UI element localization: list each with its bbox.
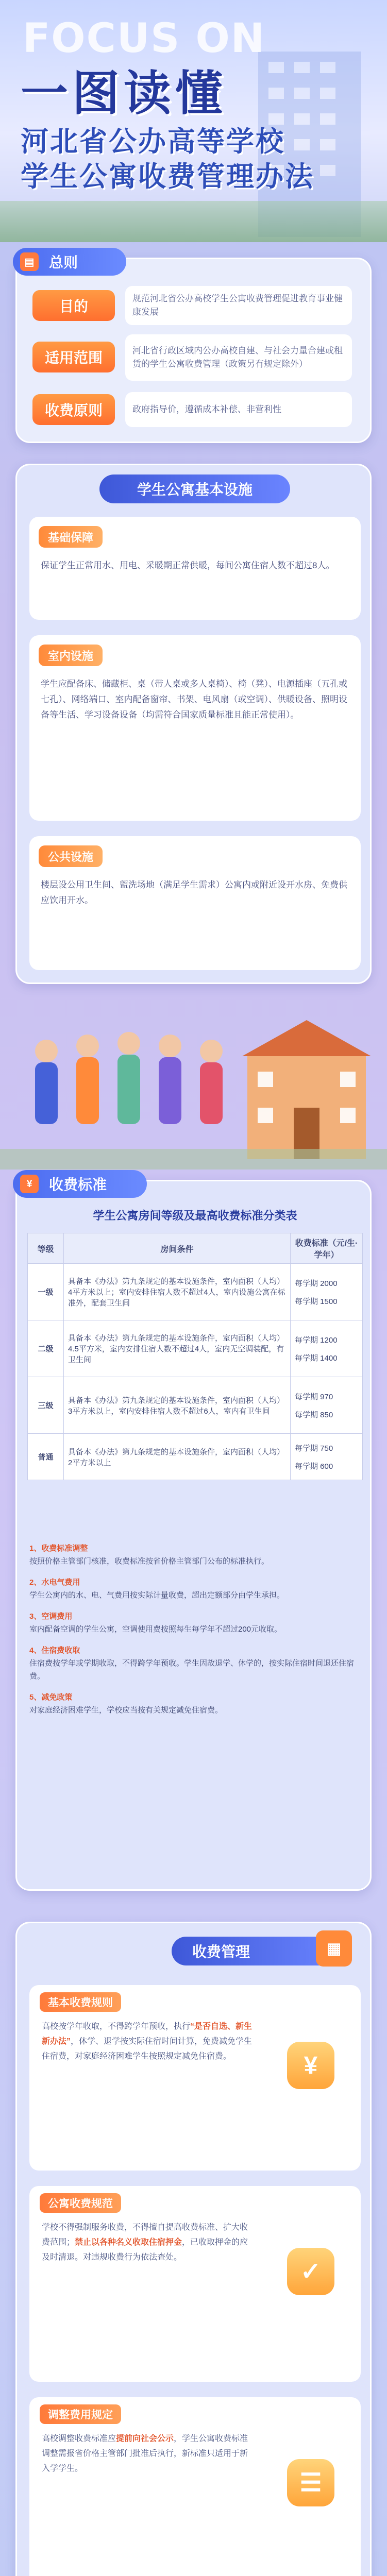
fee-cond: 具备本《办法》第九条规定的基本设施条件，室内面积（人均）2平方米以上	[64, 1434, 291, 1480]
fee-price: 每学期 750	[295, 1444, 333, 1453]
fee-notes	[29, 1542, 361, 1725]
facility-item-public	[29, 836, 361, 970]
fee-header-price: 收费标准（元/生·学年）	[291, 1233, 363, 1264]
fee-grade: 一级	[28, 1264, 64, 1320]
mgmt-text-highlight: 禁止以各种名义收取住宿押金	[75, 2238, 182, 2247]
row-label-principle: 收费原则	[32, 394, 115, 425]
facility-tag-public: 公共设施	[39, 845, 103, 867]
fee-price: 每学期 1200	[295, 1335, 338, 1345]
row-text-principle: 政府指导价，遵循成本补偿、非营利性	[125, 392, 352, 427]
note-heading: 1、收费标准调整	[29, 1544, 88, 1553]
fee-price: 每学期 600	[295, 1462, 333, 1471]
fee-price: 每学期 1400	[295, 1353, 338, 1363]
fee-price: 每学期 2000	[295, 1279, 338, 1288]
row-label-scope: 适用范围	[32, 342, 115, 372]
fee-price: 每学期 1500	[295, 1297, 338, 1306]
row-text-scope: 河北省行政区域内公办高校自建、与社会力量合建或租赁的学生公寓收费管理（政策另有规定除外）	[125, 334, 352, 381]
mgmt-text-pre: 学校不得强制服务收费，不得擅自提高收费标准、扩大收费范围；	[42, 2223, 248, 2247]
note-text: 按照价格主管部门核准，收费标准按省价格主管部门公布的标准执行。	[29, 1557, 270, 1566]
fees-heading-text: 收费标准	[49, 1177, 107, 1193]
fee-grade: 二级	[28, 1320, 64, 1377]
mgmt-text-pre: 高校按学年收取，不得跨学年预收，执行	[42, 2022, 191, 2031]
table-row	[28, 1264, 363, 1320]
facility-text-public: 楼层设公用卫生间、盥洗场地（满足学生需求）公寓内或附近设开水房、免费供应饮用开水。	[41, 880, 347, 905]
facility-tag-basic: 基础保障	[39, 526, 103, 548]
mgmt-text-post: ，学生公寓收费标准调整需报省价格主管部门批准后执行，新标准只适用于新入学学生。	[42, 2434, 248, 2473]
list-icon: ☰	[287, 2459, 334, 2506]
facility-item-basic	[29, 517, 361, 620]
row-label-purpose: 目的	[32, 290, 115, 321]
management-item-basic	[29, 1985, 361, 2171]
management-tag: 调整费用规定	[40, 2404, 121, 2424]
note-heading: 3、空调费用	[29, 1612, 73, 1621]
general-heading	[13, 248, 126, 276]
facilities-card	[15, 464, 372, 984]
check-icon: ✓	[287, 2248, 334, 2295]
management-item-norms	[29, 2186, 361, 2382]
fee-cond: 具备本《办法》第九条规定的基本设施条件，室内面积（人均）4.5平方米，室内安排住宿人数不超过4人，室内无空调装配，有卫生间	[64, 1320, 291, 1377]
note-text: 住宿费按学年或学期收取，不得跨学年预收。学生因故退学、休学的，按实际住宿时间退还住宿费。	[29, 1659, 355, 1681]
fee-price: 每学期 850	[295, 1410, 333, 1419]
table-row	[28, 1320, 363, 1377]
general-heading-text: 总则	[49, 255, 78, 270]
management-heading-text: 收费管理	[192, 1944, 250, 1960]
hero-subtitle-1: 河北省公办高等学校	[21, 126, 285, 157]
general-card	[15, 255, 372, 443]
fee-table	[27, 1233, 363, 1480]
mgmt-text-highlight: 提前向社会公示	[116, 2434, 174, 2443]
hero-subtitle-2: 学生公寓收费管理办法	[21, 161, 314, 192]
fee-cond: 具备本《办法》第九条规定的基本设施条件，室内面积（人均）3平方米以上，室内安排住宿人数不超过6人，室内有卫生间	[64, 1377, 291, 1434]
fee-price: 每学期 970	[295, 1392, 333, 1401]
table-row	[28, 1434, 363, 1480]
table-row	[28, 1377, 363, 1434]
management-card	[15, 1922, 372, 2576]
mgmt-text-post: ，休学、退学按实际住宿时间计算，免费减免学生住宿费，对家庭经济困难学生按照规定减免住宿费。	[42, 2037, 253, 2061]
mgmt-text-pre: 高校调整收费标准应	[42, 2434, 116, 2443]
note-text: 室内配备空调的学生公寓，空调使用费按照每生每学年不超过200元收取。	[29, 1625, 282, 1634]
management-item-adjust	[29, 2397, 361, 2576]
fee-table-title: 学生公寓房间等级及最高收费标准分类表	[93, 1209, 297, 1222]
facility-item-room	[29, 635, 361, 821]
note-heading: 4、住宿费收取	[29, 1646, 80, 1655]
calendar-icon: ▦	[316, 1930, 352, 1967]
document-icon: ▤	[20, 252, 39, 271]
hero-banner	[0, 0, 387, 242]
yuan-icon: ¥	[287, 2042, 334, 2089]
management-tag: 基本收费规则	[40, 1992, 121, 2012]
students-illustration	[0, 994, 387, 1170]
fee-header-grade: 等级	[28, 1233, 64, 1264]
fees-heading	[13, 1170, 147, 1198]
note-text: 对家庭经济困难学生，学校应当按有关规定减免住宿费。	[29, 1706, 223, 1715]
hero-ground	[0, 201, 387, 242]
management-tag: 公寓收费规范	[40, 2193, 121, 2213]
mgmt-text-highlight: “是否自选、新生新办法”	[42, 2022, 253, 2046]
hero-title: 一图读懂	[21, 67, 227, 120]
fee-header-cond: 房间条件	[64, 1233, 291, 1264]
mgmt-text-post: ，已收取押金的应及时清退。对违规收费行为依法查处。	[42, 2238, 248, 2262]
fee-cond: 具备本《办法》第九条规定的基本设施条件，室内面积（人均）4平方米以上；室内安排住宿人数不超过4人，室内设施公寓在标准外，配套卫生间	[64, 1264, 291, 1320]
note-text: 学生公寓内的水、电、气费用按实际计量收费，超出定额部分由学生承担。	[29, 1591, 285, 1600]
money-icon: ¥	[20, 1175, 39, 1193]
facility-text-basic: 保证学生正常用水、用电、采暖期正常供暖，每间公寓住宿人数不超过8人。	[41, 561, 335, 570]
fee-grade: 三级	[28, 1377, 64, 1434]
facilities-heading: 学生公寓基本设施	[99, 474, 290, 503]
hero-focus-text: FOCUS ON	[23, 15, 266, 62]
row-text-purpose: 规范河北省公办高校学生公寓收费管理促进教育事业健康发展	[125, 286, 352, 325]
facility-tag-room: 室内设施	[39, 645, 103, 666]
note-heading: 5、减免政策	[29, 1693, 73, 1702]
fees-card	[15, 1177, 372, 1891]
facility-text-room: 学生应配备床、储藏柜、桌（带人桌或多人桌椅）、椅（凳）、电源插座（五孔或七孔）、网络端口、室内配备窗帘、书架、电风扇（或空调）、供暖设备、照明设备等生活、学习设备设备（均需符合国家质量标准且能正常使用）。	[41, 679, 347, 720]
fee-grade: 普通	[28, 1434, 64, 1480]
note-heading: 2、水电气费用	[29, 1578, 80, 1587]
